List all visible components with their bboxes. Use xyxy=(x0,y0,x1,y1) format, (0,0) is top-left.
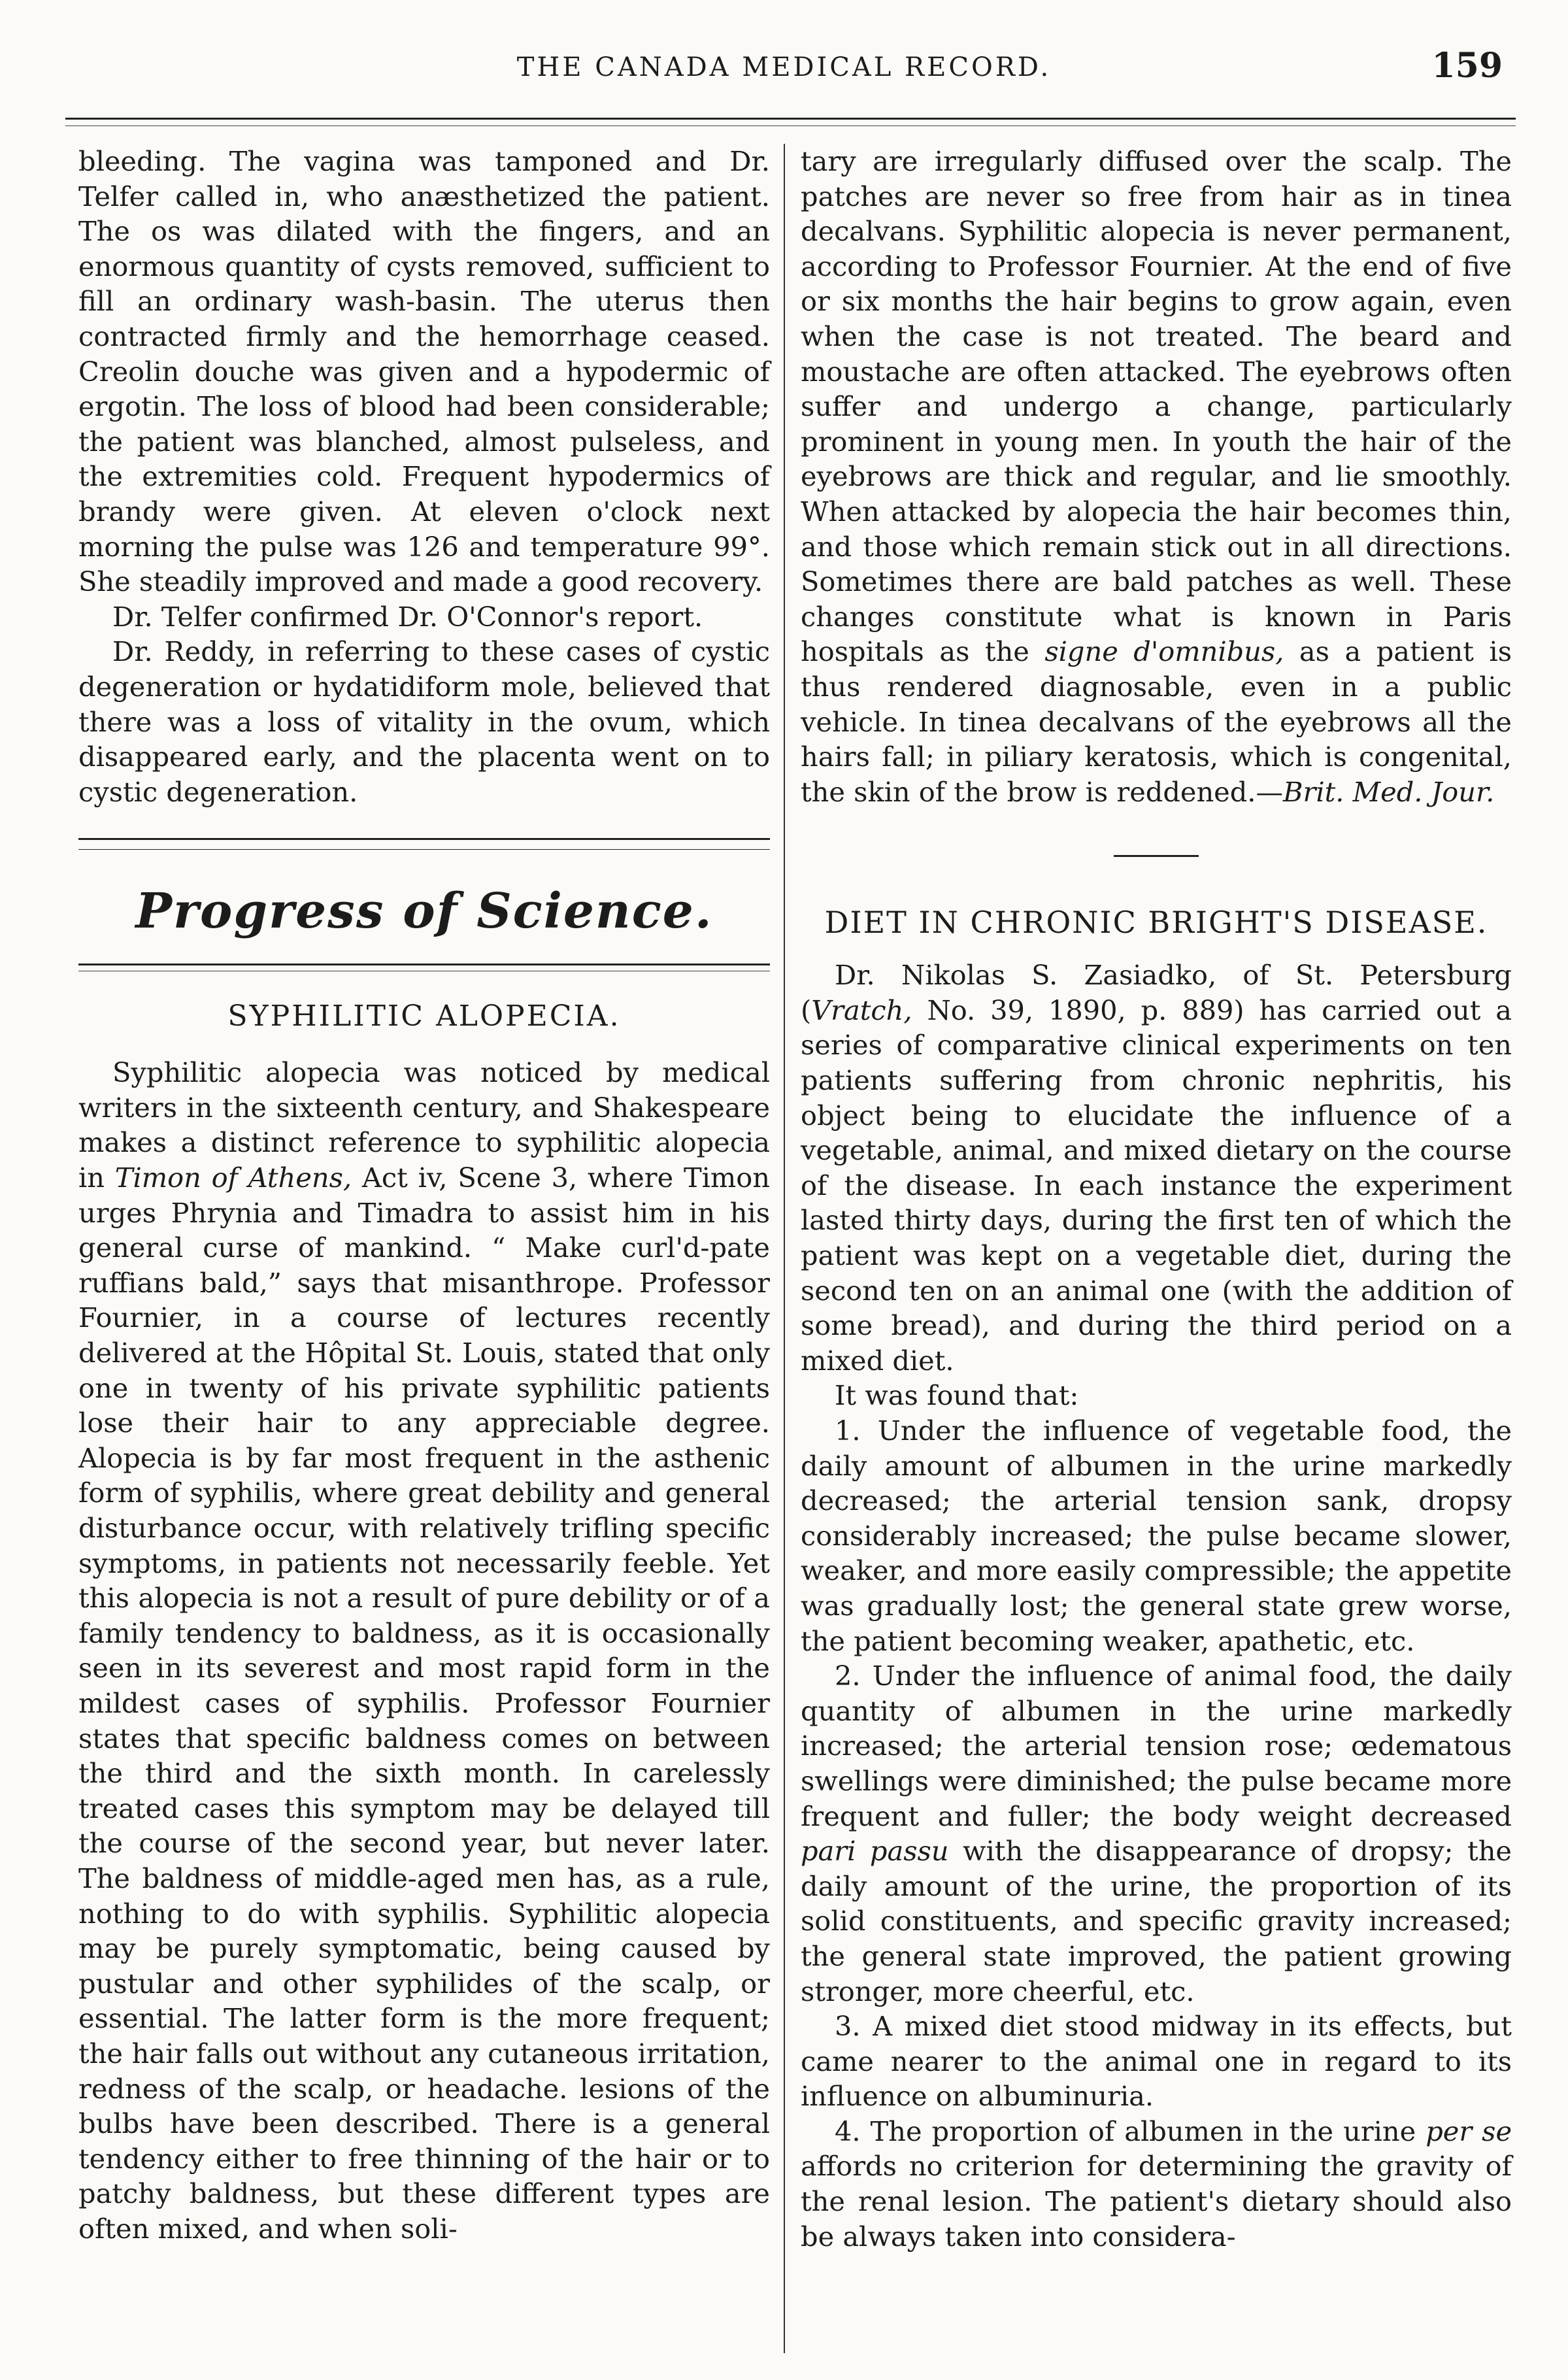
running-title: THE CANADA MEDICAL RECORD. xyxy=(516,52,1052,82)
bright-intro-journal: Vratch, xyxy=(811,994,912,1026)
alopecia-text-a: Syphilitic alopecia was noticed by medical writers in the sixteenth century, and Shakespeare makes a distinct reference to syphilitic alopecia in xyxy=(78,1056,770,1194)
section-heading: Progress of Science. xyxy=(135,883,713,940)
page-number: 159 xyxy=(1431,46,1503,86)
article-title-alopecia: SYPHILITIC ALOPECIA. xyxy=(227,999,621,1033)
alopecia-cont-source: Brit. Med. Jour. xyxy=(1282,775,1495,808)
list-item-3: 3. A mixed diet stood midway in its effects, but came nearer to the animal one in regard to its influence on albuminuria. xyxy=(801,2010,1512,2113)
bright-intro-b: No. 39, 1890, p. 889) has carried out a series of comparative clinical experiments on ten patients suffering from chronic nephritis, his object being to elucidate the influence of a vegetable, animal, and mixed dietary on the course of the disease. In each instance the experiment lasted thirty days, during the first ten of which the patient was kept on a vegetable diet, during the second ten on an animal one (with the addition of some bread), and during the third period on a mixed diet. xyxy=(801,994,1512,1377)
left-column xyxy=(78,144,770,2246)
item4-term: per se xyxy=(1426,2115,1512,2147)
item2-text-b: with the disappearance of dropsy; the daily amount of the urine, the proportion of its solid constituents, and specific gravity increased; the general state improved, the patient growing stronger, more cheerful, etc. xyxy=(801,1835,1512,2007)
list-item-2 xyxy=(801,1658,1512,2009)
paragraph-reddy: Dr. Reddy, in referring to these cases of cystic degeneration or hydatidiform mole, believed that there was a loss of vitality in the ovum, which disappeared early, and the placenta went on to cystic degeneration. xyxy=(78,635,770,808)
paragraph-bleeding: bleeding. The vagina was tamponed and Dr. Telfer called in, who anæsthetized the patient. The os was dilated with the fingers, and an enormous quantity of cysts removed, sufficient to fill an ordinary wash-basin. The uterus then contracted firmly and the hemorrhage ceased. Creolin douche was given and a hypodermic of ergotin. The loss of blood had been considerable; the patient was blanched, almost pulseless, and the extremities cold. Frequent hypodermics of brandy were given. At eleven o'clock next morning the pulse was 126 and temperature 99°. She steadily improved and made a good recovery. xyxy=(78,145,770,598)
item2-term: pari passu xyxy=(801,1835,949,1868)
column-divider xyxy=(784,144,785,2353)
alopecia-text-b: Act iv, Scene 3, where Timon urges Phrynia and Timadra to assist him in his general curse of mankind. “ Make curl'd-pate ruffians bald,” says that misanthrope. Professor Fournier, in a course of lectures recently delivered at the Hôpital St. Louis, stated that only one in twenty of his private syphilitic patients lose their hair to any appreciable degree. Alopecia is by far most frequent in the asthenic form of syphilis, where great debility and general disturbance occur, with relatively trifling specific symptoms, in patients not necessarily feeble. Yet this alopecia is not a result of pure debility or of a family tendency to baldness, as it is occasionally seen in its severest and most rapid form in the mildest cases of syphilis. Professor Fournier states that specific baldness comes on between the third and the sixth month. In carelessly treated cases this symptom may be delayed till the course of the second year, but never later. The baldness of middle-aged men has, as a rule, nothing to do with syphilis. Syphilitic alopecia may be purely symptomatic, being caused by pustular and other syphilides of the scalp, or essential. The latter form is the more frequent; the hair falls out without any cutaneous irritation, redness of the scalp, or headache. lesions of the bulbs have been described. There is a general tendency either to free thinning of the hair or to patchy baldness, but these different types are often mixed, and when soli- xyxy=(78,1162,770,2245)
article-title-bright: DIET IN CHRONIC BRIGHT'S DISEASE. xyxy=(824,905,1488,941)
item4-text-a: 4. The proportion of albumen in the urine xyxy=(835,2115,1426,2147)
list-item-4 xyxy=(801,2114,1512,2254)
right-column xyxy=(801,144,1512,2254)
alopecia-work-title: Timon of Athens, xyxy=(114,1162,352,1194)
paragraph-telfer: Dr. Telfer confirmed Dr. O'Connor's report. xyxy=(112,600,703,633)
item4-text-b: affords no criterion for determining the gravity of the renal lesion. The patient's dietary should also be always taken into considera- xyxy=(801,2150,1512,2253)
alopecia-cont-b: as a patient is thus rendered diagnosable, even in a public vehicle. In tinea decalvans of the eyebrows all the hairs fall; in piliary keratosis, which is congenital, the skin of the brow is reddened.— xyxy=(801,635,1512,808)
section-rule xyxy=(78,964,770,965)
paragraph-bright-intro xyxy=(801,958,1512,1378)
bright-intro-a: Dr. Nikolas S. Zasiadko, of St. Petersburg ( xyxy=(801,959,1512,1026)
running-head xyxy=(39,46,1529,98)
paragraph-alopecia xyxy=(78,1055,770,2246)
paragraph-alopecia-continued xyxy=(801,144,1512,809)
item2-text-a: 2. Under the influence of animal food, the daily quantity of albumen in the urine markedly increased; the arterial tension rose; œdematous swellings were diminished; the pulse became more frequent and fuller; the body weight decreased xyxy=(801,1660,1512,1832)
section-divider xyxy=(78,838,770,850)
alopecia-cont-term: signe d'omnibus, xyxy=(1044,635,1284,668)
paragraph-found: It was found that: xyxy=(835,1379,1079,1412)
list-item-1: 1. Under the influence of vegetable food, the daily amount of albumen in the urine markedly decreased; the arterial tension sank, dropsy considerably increased; the pulse became slower, weaker, and more easily compressible; the appetite was gradually lost; the general state grew worse, the patient becoming weaker, apathetic, etc. xyxy=(801,1415,1512,1657)
header-rule xyxy=(65,118,1516,120)
alopecia-cont-a: tary are irregularly diffused over the scalp. The patches are never so free from hair as in tinea decalvans. Syphilitic alopecia is never permanent, according to Professor Fournier. At the end of five or six months the hair begins to grow again, even when the case is not treated. The beard and moustache are often attacked. The eyebrows often suffer and undergo a change, particularly prominent in young men. In youth the hair of the eyebrows are thick and regular, and lie smoothly. When attacked by alopecia the hair becomes thin, and those which remain stick out in all directions. Sometimes there are bald patches as well. These changes constitute what is known in Paris hospitals as the xyxy=(801,145,1512,668)
article-separator xyxy=(1114,855,1199,857)
